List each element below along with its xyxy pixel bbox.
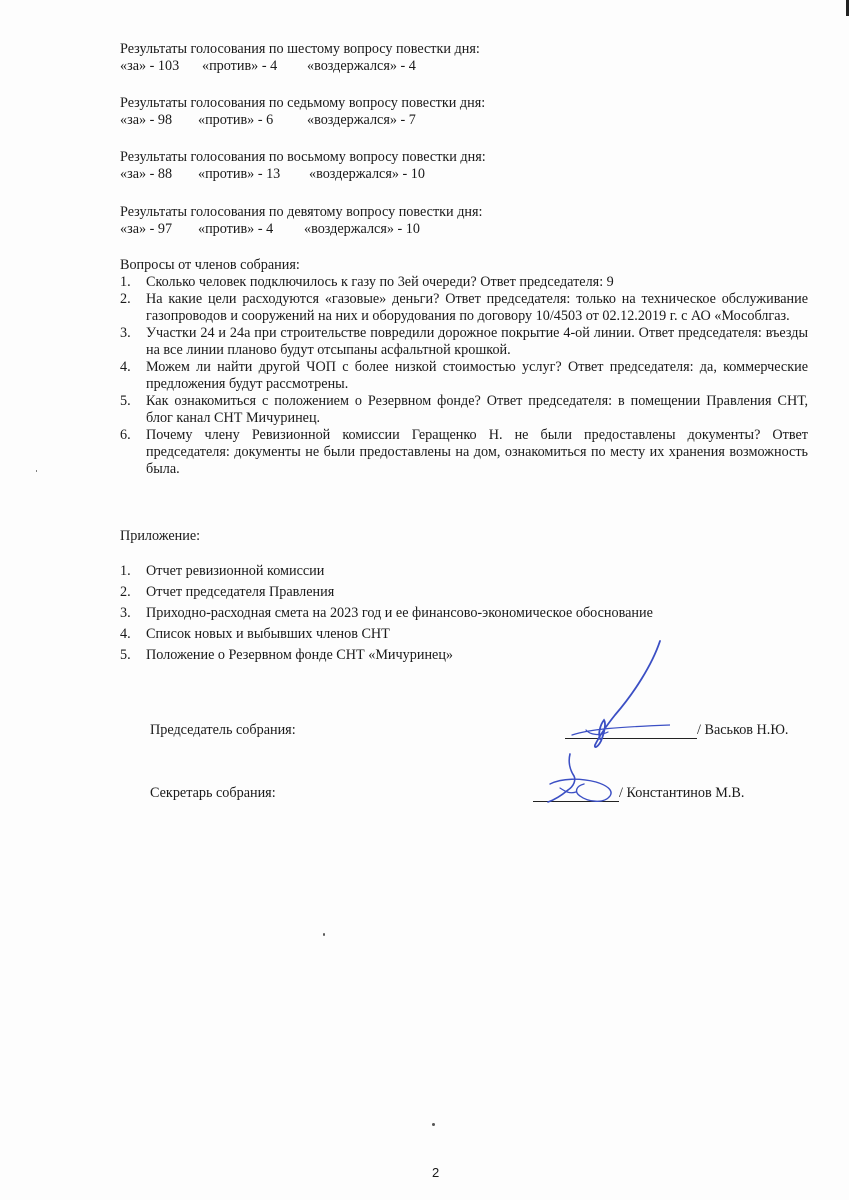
secretary-label: Секретарь собрания: (150, 785, 276, 801)
question-item (120, 291, 808, 325)
question-number: 6. (120, 427, 131, 443)
scan-speck (323, 933, 325, 936)
questions-list (120, 274, 808, 478)
appendix-heading: Приложение: (120, 528, 201, 544)
page-number: 2 (432, 1165, 440, 1180)
appendix-item (120, 626, 800, 647)
vote-za: «за» - 88 (120, 166, 173, 182)
appendix-number: 3. (120, 605, 131, 621)
appendix-item (120, 605, 800, 626)
question-item (120, 325, 808, 359)
chair-label: Председатель собрания: (150, 722, 296, 738)
vote-title: Результаты голосования по девятому вопросу повестки дня: (120, 204, 483, 220)
vote-vozd: «воздержался» - 7 (307, 112, 416, 128)
vote-counts (120, 166, 800, 183)
chair-signature-icon (560, 635, 670, 755)
question-text: Почему члену Ревизионной комиссии Геращенко Н. не были предоставлены документы? Ответ председателя: документы не были предоставлены на дом, ознакомиться по месту их хранения возможность была. (146, 427, 808, 477)
vote-za: «за» - 103 (120, 58, 180, 74)
question-text: Сколько человек подключилось к газу по 3ей очереди? Ответ председателя: 9 (146, 274, 614, 290)
question-text: Как ознакомиться с положением о Резервном фонде? Ответ председателя: в помещении Правления СНТ, блог канал СНТ Мичуринец. (146, 393, 808, 426)
vote-counts (120, 221, 800, 238)
vote-title: Результаты голосования по шестому вопросу повестки дня: (120, 41, 480, 57)
appendix-text: Отчет председателя Правления (146, 584, 335, 600)
appendix-number: 1. (120, 563, 131, 579)
question-item (120, 393, 808, 427)
question-item (120, 427, 808, 478)
vote-result-6 (120, 41, 800, 75)
question-item (120, 359, 808, 393)
vote-result-7 (120, 95, 800, 129)
vote-vozd: «воздержался» - 10 (304, 221, 420, 237)
question-number: 3. (120, 325, 131, 341)
scan-speck (36, 470, 37, 472)
appendix-text: Отчет ревизионной комиссии (146, 563, 325, 579)
chair-name: / Васьков Н.Ю. (697, 722, 789, 738)
question-text: Участки 24 и 24а при строительстве повредили дорожное покрытие 4-ой линии. Ответ председателя: въезды на все линии планово будут отсыпаны асфальтной крошкой. (146, 325, 808, 358)
vote-counts (120, 112, 800, 129)
vote-protiv: «против» - 4 (202, 58, 278, 74)
vote-title: Результаты голосования по седьмому вопросу повестки дня: (120, 95, 486, 111)
appendix-number: 5. (120, 647, 131, 663)
secretary-name: / Константинов М.В. (619, 785, 745, 801)
appendix-number: 4. (120, 626, 131, 642)
vote-vozd: «воздержался» - 4 (307, 58, 416, 74)
appendix-text: Список новых и выбывших членов СНТ (146, 626, 390, 642)
vote-protiv: «против» - 6 (198, 112, 274, 128)
question-number: 4. (120, 359, 131, 375)
appendix-item (120, 584, 800, 605)
question-number: 2. (120, 291, 131, 307)
vote-za: «за» - 98 (120, 112, 173, 128)
vote-za: «за» - 97 (120, 221, 173, 237)
questions-heading: Вопросы от членов собрания: (120, 257, 300, 273)
appendix-list (120, 563, 800, 668)
secretary-signature-icon (540, 750, 625, 810)
question-text: Можем ли найти другой ЧОП с более низкой стоимостью услуг? Ответ председателя: да, коммерческие предложения будут рассмотрены. (146, 359, 808, 392)
vote-result-8 (120, 149, 800, 183)
vote-protiv: «против» - 13 (198, 166, 281, 182)
question-text: На какие цели расходуются «газовые» деньги? Ответ председателя: только на техническое обслуживание газопроводов и сооружений на них и оборудования по договору 10/4503 от 02.12.2019 г. с АО «Мособлгаз. (146, 291, 808, 324)
vote-protiv: «против» - 4 (198, 221, 274, 237)
vote-result-9 (120, 204, 800, 238)
appendix-text: Положение о Резервном фонде СНТ «Мичуринец» (146, 647, 454, 663)
vote-vozd: «воздержался» - 10 (309, 166, 425, 182)
vote-counts (120, 58, 800, 75)
appendix-text: Приходно-расходная смета на 2023 год и ее финансово-экономическое обоснование (146, 605, 653, 621)
appendix-item (120, 647, 800, 668)
vote-title: Результаты голосования по восьмому вопросу повестки дня: (120, 149, 486, 165)
scan-speck (432, 1123, 435, 1126)
appendix-item (120, 563, 800, 584)
question-number: 5. (120, 393, 131, 409)
question-number: 1. (120, 274, 131, 290)
appendix-number: 2. (120, 584, 131, 600)
question-item (120, 274, 808, 291)
